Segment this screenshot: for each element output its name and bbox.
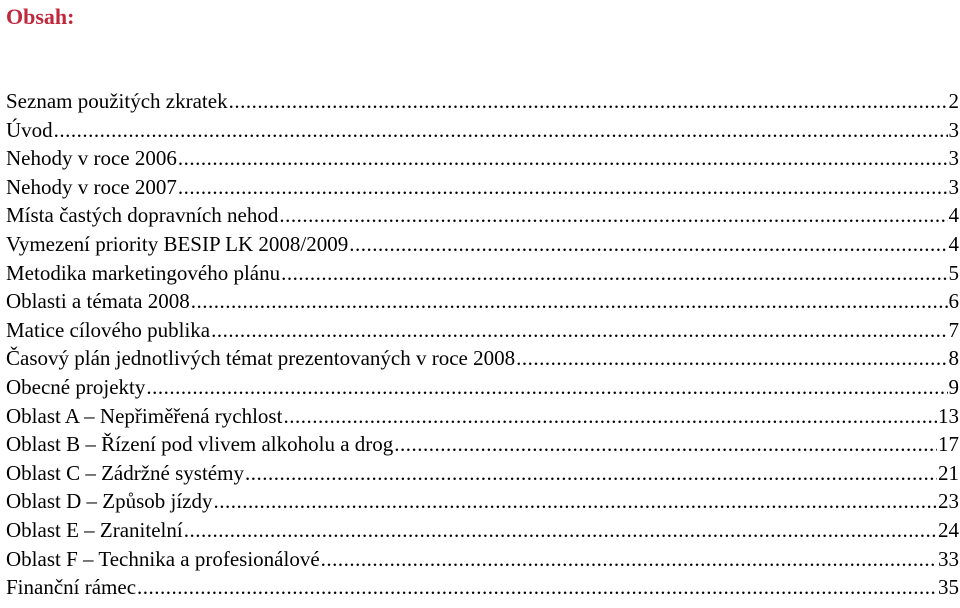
toc-entry-title: Místa častých dopravních nehod xyxy=(6,203,279,228)
toc-entry-page: 4 xyxy=(948,231,959,256)
toc-entry-page: 33 xyxy=(938,546,959,571)
toc-entry[interactable] xyxy=(6,287,959,316)
toc-heading: Obsah: xyxy=(6,4,75,29)
toc-entry-title: Matice cílového publika xyxy=(6,317,211,342)
toc-entry-page: 35 xyxy=(938,575,959,600)
toc-leader-dots xyxy=(191,287,948,316)
toc-entry[interactable] xyxy=(6,573,959,602)
toc-entry[interactable] xyxy=(6,516,959,545)
toc-entry[interactable] xyxy=(6,230,959,259)
toc-entry-page: 4 xyxy=(948,203,959,228)
toc-leader-dots xyxy=(229,87,948,116)
toc-entry-page: 24 xyxy=(938,517,959,542)
toc-entry[interactable] xyxy=(6,259,959,288)
toc-entry[interactable] xyxy=(6,201,959,230)
toc-entry-title: Finanční rámec xyxy=(6,575,137,600)
toc-entry[interactable] xyxy=(6,144,959,173)
toc-leader-dots xyxy=(245,459,937,488)
toc-entry-title: Oblast B – Řízení pod vlivem alkoholu a drog xyxy=(6,432,394,457)
toc-entry-title: Nehody v roce 2007 xyxy=(6,174,177,199)
toc-leader-dots xyxy=(281,259,947,288)
toc-entry-page: 5 xyxy=(948,260,959,285)
toc-entry[interactable] xyxy=(6,430,959,459)
toc-entry-page: 2 xyxy=(948,89,959,113)
toc-entry-title: Oblast D – Způsob jízdy xyxy=(6,489,213,514)
toc-leader-dots xyxy=(184,516,937,545)
toc-entry-page: 3 xyxy=(948,174,959,199)
toc-entry-page: 7 xyxy=(948,317,959,342)
table-of-contents xyxy=(6,87,959,602)
toc-entry-page: 3 xyxy=(948,117,959,142)
toc-entry-title: Metodika marketingového plánu xyxy=(6,260,281,285)
toc-entry-title: Oblast C – Zádržné systémy xyxy=(6,460,244,485)
toc-leader-dots xyxy=(349,230,947,259)
toc-entry-title: Oblasti a témata 2008 xyxy=(6,289,190,314)
toc-leader-dots xyxy=(213,487,937,516)
toc-leader-dots xyxy=(137,573,937,602)
toc-entry-title: Oblast A – Nepřiměřená rychlost xyxy=(6,403,283,428)
toc-entry-title: Oblast E – Zranitelní xyxy=(6,517,183,542)
toc-entry-page: 8 xyxy=(948,346,959,371)
toc-leader-dots xyxy=(321,545,937,574)
toc-entry-title: Oblast F – Technika a profesionálové xyxy=(6,546,320,571)
toc-leader-dots xyxy=(279,201,947,230)
toc-entry[interactable] xyxy=(6,316,959,345)
toc-entry-page: 13 xyxy=(938,403,959,428)
toc-leader-dots xyxy=(54,116,948,145)
toc-entry-page: 9 xyxy=(948,374,959,399)
toc-entry[interactable] xyxy=(6,173,959,202)
toc-entry-page: 23 xyxy=(938,489,959,514)
toc-leader-dots xyxy=(178,173,948,202)
toc-entry[interactable] xyxy=(6,402,959,431)
toc-entry-title: Vymezení priority BESIP LK 2008/2009 xyxy=(6,231,349,256)
toc-entry-page: 17 xyxy=(938,432,959,457)
toc-entry-page: 21 xyxy=(938,460,959,485)
toc-entry-title: Úvod xyxy=(6,117,53,142)
toc-entry[interactable] xyxy=(6,487,959,516)
toc-entry[interactable] xyxy=(6,459,959,488)
toc-leader-dots xyxy=(394,430,937,459)
toc-entry-title: Seznam použitých zkratek xyxy=(6,89,228,113)
toc-entry[interactable] xyxy=(6,373,959,402)
toc-leader-dots xyxy=(178,144,948,173)
toc-entry-page: 3 xyxy=(948,146,959,171)
toc-entry[interactable] xyxy=(6,87,959,116)
toc-leader-dots xyxy=(516,344,947,373)
toc-entry-title: Obecné projekty xyxy=(6,374,146,399)
toc-entry-title: Časový plán jednotlivých témat prezentovaných v roce 2008 xyxy=(6,346,516,371)
toc-leader-dots xyxy=(283,402,937,431)
toc-leader-dots xyxy=(211,316,947,345)
toc-entry[interactable] xyxy=(6,344,959,373)
toc-entry[interactable] xyxy=(6,116,959,145)
toc-entry[interactable] xyxy=(6,545,959,574)
toc-entry-page: 6 xyxy=(948,289,959,314)
toc-entry-title: Nehody v roce 2006 xyxy=(6,146,177,171)
toc-leader-dots xyxy=(146,373,947,402)
